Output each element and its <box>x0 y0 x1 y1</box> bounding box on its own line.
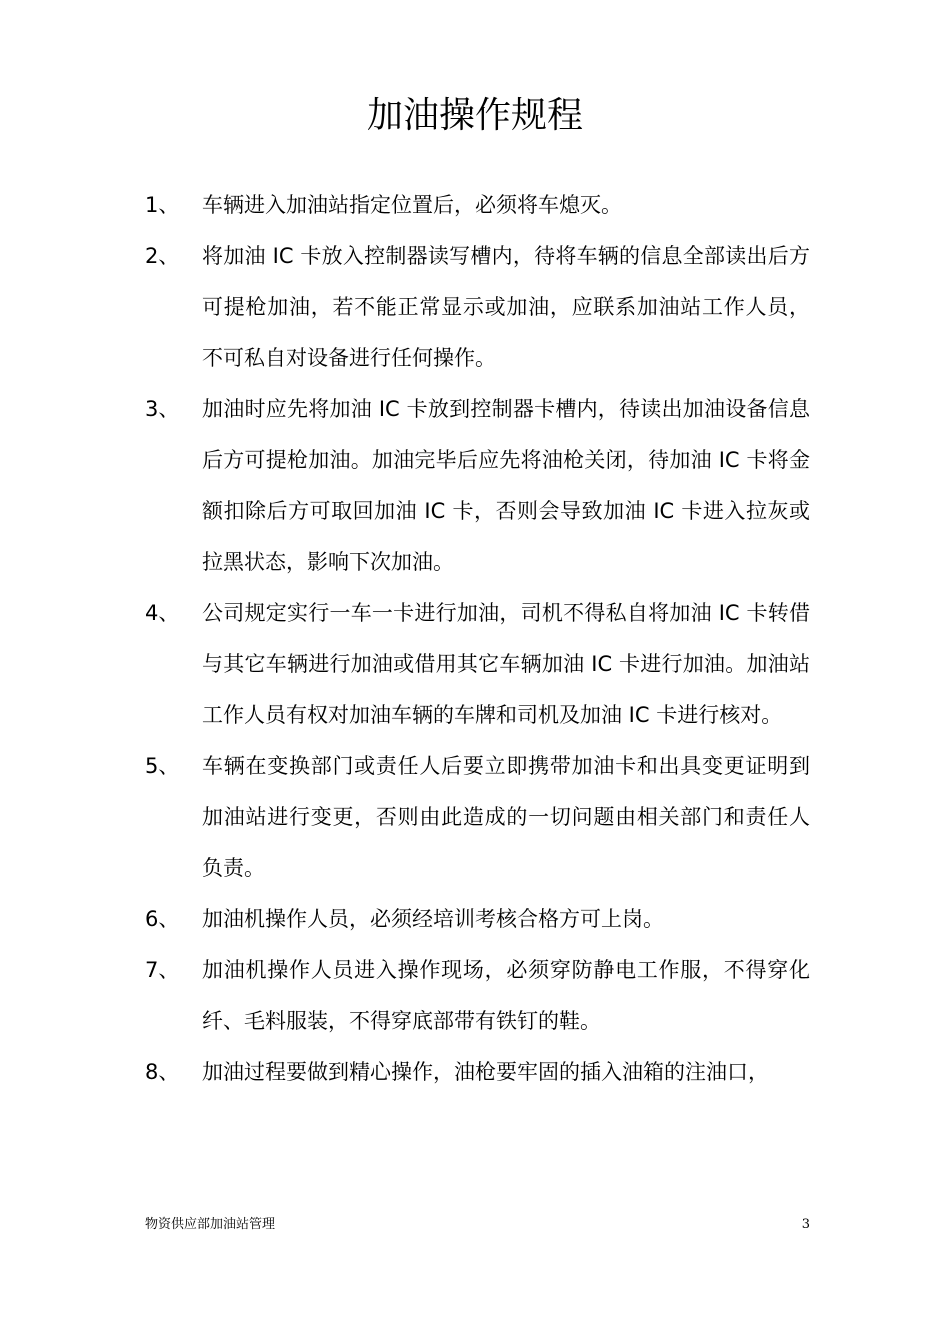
rule-number: 3、 <box>145 397 180 421</box>
rule-number: 5、 <box>145 754 180 778</box>
rule-text: 将加油 IC 卡放入控制器读写槽内，待将车辆的信息全部读出后方可提枪加油，若不能正常显示或加油，应联系加油站工作人员，不可私自对设备进行任何操作。 <box>202 244 810 370</box>
footer-department: 物资供应部加油站管理 <box>145 1217 276 1232</box>
rule-item <box>145 588 810 741</box>
rule-item <box>145 180 810 231</box>
rules-list <box>145 180 810 1098</box>
rule-number: 7、 <box>145 958 180 982</box>
rule-item <box>145 741 810 894</box>
rule-item <box>145 945 810 1047</box>
rule-text: 加油时应先将加油 IC 卡放到控制器卡槽内，待读出加油设备信息后方可提枪加油。加油完毕后应先将油枪关闭，待加油 IC 卡将金额扣除后方可取回加油 IC 卡，否则会导致加油 IC 卡进入拉灰或拉黑状态，影响下次加油。 <box>202 397 810 574</box>
rule-text: 加油机操作人员进入操作现场，必须穿防静电工作服，不得穿化纤、毛料服装，不得穿底部带有铁钉的鞋。 <box>202 958 810 1033</box>
rule-number: 6、 <box>145 907 180 931</box>
page-title: 加油操作规程 <box>366 95 583 136</box>
rule-item <box>145 231 810 384</box>
rule-text: 加油机操作人员，必须经培训考核合格方可上岗。 <box>202 907 664 931</box>
rule-number: 1、 <box>145 193 180 217</box>
rule-text: 公司规定实行一车一卡进行加油，司机不得私自将加油 IC 卡转借与其它车辆进行加油或借用其它车辆加油 IC 卡进行加油。加油站工作人员有权对加油车辆的车牌和司机及加油 IC 卡进行核对。 <box>202 601 810 727</box>
rule-text: 车辆在变换部门或责任人后要立即携带加油卡和出具变更证明到加油站进行变更，否则由此造成的一切问题由相关部门和责任人负责。 <box>202 754 810 880</box>
rule-item <box>145 1047 810 1098</box>
rule-text: 车辆进入加油站指定位置后，必须将车熄灭。 <box>202 193 622 217</box>
rule-number: 4、 <box>145 601 180 625</box>
footer-page-number: 3 <box>801 1217 810 1232</box>
rule-item <box>145 894 810 945</box>
rule-item <box>145 384 810 588</box>
rule-number: 8、 <box>145 1060 180 1084</box>
rule-text: 加油过程要做到精心操作，油枪要牢固的插入油箱的注油口， <box>202 1060 769 1084</box>
rule-number: 2、 <box>145 244 180 268</box>
